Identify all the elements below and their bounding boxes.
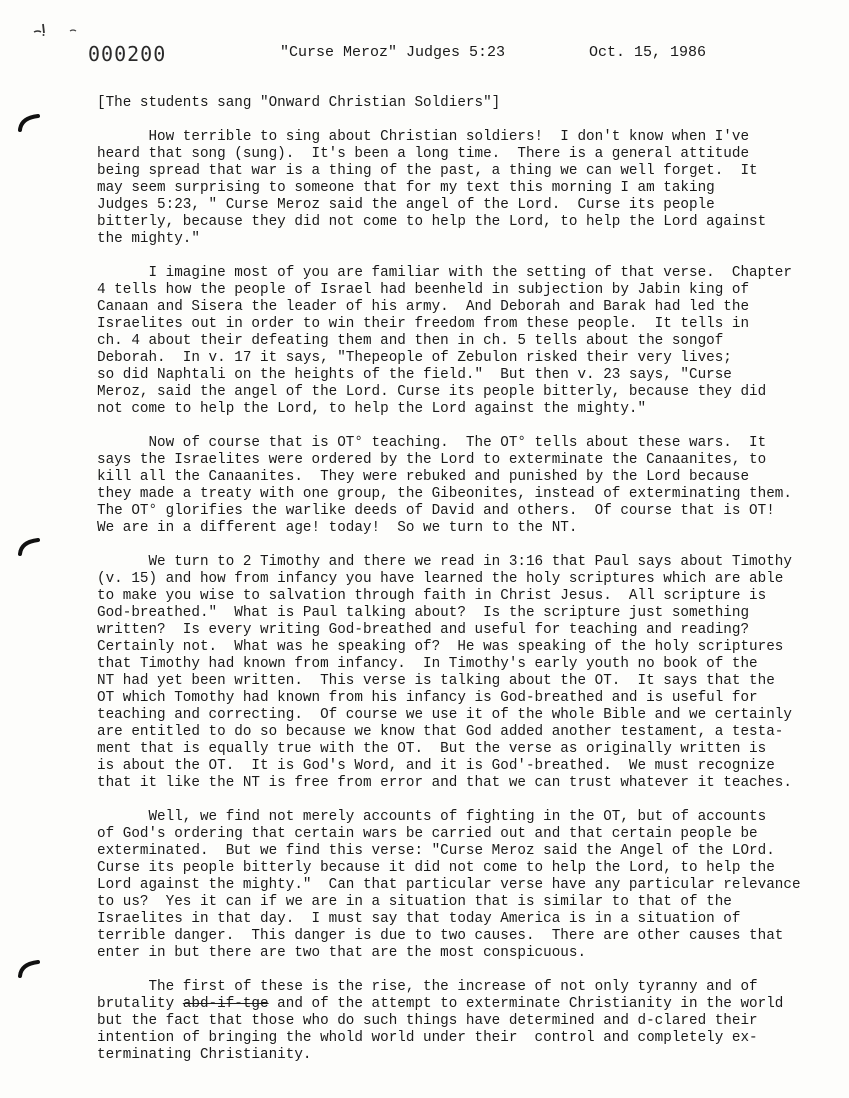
page-header — [0, 40, 849, 70]
paragraph-gap — [97, 537, 797, 554]
text-line: kill all the Canaanites. They were rebuked and punished by the Lord because — [97, 469, 750, 485]
text-line: The OT° glorifies the warlike deeds of David and others. Of course that is OT! — [97, 503, 775, 519]
text-line: Judges 5:23, " Curse Meroz said the angel of the Lord. Curse its people — [97, 197, 715, 213]
text-line: written? Is every writing God-breathed and useful for teaching and reading? — [97, 622, 750, 638]
text-run: brutality — [97, 996, 183, 1012]
paragraph-gap — [97, 248, 797, 265]
text-line: [The students sang "Onward Christian Soldiers"] — [97, 95, 501, 111]
text-line: terrible danger. This danger is due to two causes. There are other causes that — [97, 928, 784, 944]
stray-pen-mark — [30, 20, 80, 38]
text-line: is about the OT. It is God's Word, and it is God'-breathed. We must recognize — [97, 758, 775, 774]
text-line: says the Israelites were ordered by the Lord to exterminate the Canaanites, to — [97, 452, 767, 468]
text-line: 4 tells how the people of Israel had beenheld in subjection by Jabin king of — [97, 282, 750, 298]
text-line: bitterly, because they did not come to help the Lord, to help the Lord against — [97, 214, 767, 230]
paragraph-gap — [97, 962, 797, 979]
text-run: and of the attempt to exterminate Christianity in the world — [268, 996, 784, 1012]
text-line: teaching and correcting. Of course we use it of the whole Bible and we certainly — [97, 707, 792, 723]
text-line: Canaan and Sisera the leader of his army. And Deborah and Barak had led the — [97, 299, 750, 315]
sermon-date: Oct. 15, 1986 — [589, 44, 707, 61]
binder-hole-mark-icon — [18, 958, 42, 982]
text-line: Meroz, said the angel of the Lord. Curse its people bitterly, because they did — [97, 384, 767, 400]
text-line: We are in a different age! today! So we turn to the NT. — [97, 520, 578, 536]
text-line: How terrible to sing about Christian soldiers! I don't know when I've — [97, 129, 750, 145]
struck-out-text: abd-if-tge — [182, 996, 269, 1012]
text-line: the mighty." — [97, 231, 200, 247]
text-line: ch. 4 about their defeating them and then in ch. 5 tells about the songof — [97, 333, 724, 349]
text-line: to us? Yes it can if we are in a situation that is similar to that of the — [97, 894, 732, 910]
text-line: Israelites out in order to win their freedom from these people. It tells in — [97, 316, 750, 332]
text-line: OT which Tomothy had known from his infancy is God-breathed and is useful for — [97, 690, 758, 706]
text-line: but the fact that those who do such things have determined and d-clared their — [97, 1013, 758, 1029]
text-line: intention of bringing the whold world under their control and completely ex- — [97, 1030, 758, 1046]
text-line: We turn to 2 Timothy and there we read in 3:16 that Paul says about Timothy — [97, 554, 792, 570]
paragraph-gap — [97, 112, 797, 129]
text-line: NT had yet been written. This verse is talking about the OT. It says that the — [97, 673, 775, 689]
text-line: exterminated. But we find this verse: "Curse Meroz said the Angel of the LOrd. — [97, 843, 775, 859]
text-line: Israelites in that day. I must say that today America is in a situation of — [97, 911, 741, 927]
binder-hole-mark-icon — [18, 112, 42, 136]
text-line: they made a treaty with one group, the Gibeonites, instead of exterminating them. — [97, 486, 792, 502]
text-line: Curse its people bitterly because it did not come to help the Lord, to help the — [97, 860, 775, 876]
text-line: heard that song (sung). It's been a long time. There is a general attitude — [97, 146, 750, 162]
text-line: Certainly not. What was he speaking of? He was speaking of the holy scriptures — [97, 639, 784, 655]
text-line: Deborah. In v. 17 it says, "Thepeople of Zebulon risked their very lives; — [97, 350, 732, 366]
document-number: 000200 — [88, 42, 167, 66]
text-line: God-breathed." What is Paul talking about? Is the scripture just something — [97, 605, 750, 621]
text-line: to make you wise to salvation through faith in Christ Jesus. All scripture is — [97, 588, 767, 604]
paragraph-gap — [97, 418, 797, 435]
text-line: (v. 15) and how from infancy you have learned the holy scriptures which are able — [97, 571, 784, 587]
text-line — [97, 996, 797, 1013]
text-line: Now of course that is OT° teaching. The OT° tells about these wars. It — [97, 435, 767, 451]
text-line: I imagine most of you are familiar with the setting of that verse. Chapter — [97, 265, 792, 281]
text-line: so did Naphtali on the heights of the field." But then v. 23 says, "Curse — [97, 367, 732, 383]
text-line: of God's ordering that certain wars be carried out and that certain people be — [97, 826, 758, 842]
text-line: not come to help the Lord, to help the Lord against the mighty." — [97, 401, 647, 417]
text-line: Lord against the mighty." Can that particular verse have any particular relevance — [97, 877, 801, 893]
text-line: The first of these is the rise, the increase of not only tyranny and of — [97, 979, 758, 995]
text-line: ment that is equally true with the OT. But the verse as originally written is — [97, 741, 767, 757]
binder-hole-mark-icon — [18, 536, 42, 560]
text-line: may seem surprising to someone that for my text this morning I am taking — [97, 180, 715, 196]
text-line: Well, we find not merely accounts of fighting in the OT, but of accounts — [97, 809, 767, 825]
paragraph-gap — [97, 792, 797, 809]
sermon-body — [97, 95, 801, 1064]
text-line: that Timothy had known from infancy. In Timothy's early youth no book of the — [97, 656, 758, 672]
text-line: being spread that war is a thing of the past, a thing we can well forget. It — [97, 163, 758, 179]
sermon-title: "Curse Meroz" Judges 5:23 — [280, 44, 506, 61]
text-line: enter in but there are two that are the most conspicuous. — [97, 945, 587, 961]
text-line: are entitled to do so because we know that God added another testament, a testa- — [97, 724, 784, 740]
text-line: terminating Christianity. — [97, 1047, 312, 1063]
text-line: that it like the NT is free from error and that we can trust whatever it teaches. — [97, 775, 792, 791]
